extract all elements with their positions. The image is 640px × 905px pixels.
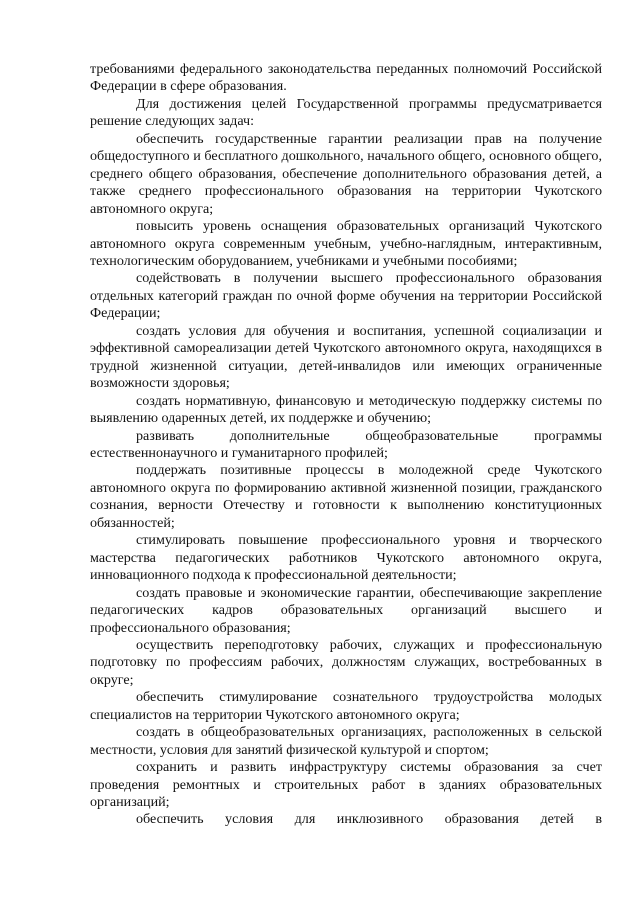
task-item-continued: обеспечить условия для инклюзивного образования детей в: [136, 811, 602, 828]
task-item: стимулировать повышение профессионального уровня и творческого мастерства педагогических работников Чукотского автономного округа, инновационного подхода к профессиональной деятельности;: [90, 532, 602, 584]
task-item: сохранить и развить инфраструктуру системы образования за счет проведения ремонтных и строительных работ в зданиях образовательных организаций;: [90, 759, 602, 811]
task-item: обеспечить стимулирование сознательного трудоустройства молодых специалистов на территории Чукотского автономного округа;: [90, 689, 602, 723]
task-item: поддержать позитивные процессы в молодежной среде Чукотского автономного округа по формированию активной жизненной позиции, гражданского сознания, верности Отечеству и готовности к выполнению конституционных обязанностей;: [90, 462, 602, 531]
task-item: создать условия для обучения и воспитания, успешной социализации и эффективной самореализации детей Чукотского автономного округа, находящихся в трудной жизненной ситуации, детей-инвалидов или имеющих ограниченные возможности здоровья;: [90, 322, 602, 392]
task-item: создать правовые и экономические гарантии, обеспечивающие закрепление педагогических кадров образовательных организаций высшего и профессионального образования;: [90, 584, 602, 636]
task-item: повысить уровень оснащения образовательных организаций Чукотского автономного округа современным учебным, учебно-наглядным, интерактивным, технологическим оборудованием, учебниками и учебными пособиями;: [90, 218, 602, 269]
paragraph-continuation: требованиями федерального законодательства переданных полномочий Российской Федерации в сфере образования.: [90, 61, 602, 95]
task-item: содействовать в получении высшего профессионального образования отдельных категорий граждан по очной форме обучения на территории Российской Федерации;: [90, 270, 602, 322]
document-page: [90, 61, 602, 829]
task-item: осуществить переподготовку рабочих, служащих и профессиональную подготовку по профессиям рабочих, должностям служащих, востребованных в округе;: [90, 636, 602, 688]
paragraph-tasks-intro: Для достижения целей Государственной программы предусматривается решение следующих задач:: [90, 95, 602, 130]
task-item: создать нормативную, финансовую и методическую поддержку системы по выявлению одаренных детей, их поддержке и обучению;: [90, 392, 602, 427]
task-item: обеспечить государственные гарантии реализации прав на получение общедоступного и бесплатного дошкольного, начального общего, основного общего, среднего общего образования, обеспечение дополнительного образования детей, а также среднего профессионального образования на территории Чукотского автономного округа;: [90, 130, 602, 217]
task-item: развивать дополнительные общеобразовательные программы естественнонаучного и гуманитарного профилей;: [90, 427, 602, 461]
task-item: создать в общеобразовательных организациях, расположенных в сельской местности, условия для занятий физической культурой и спортом;: [90, 724, 602, 758]
